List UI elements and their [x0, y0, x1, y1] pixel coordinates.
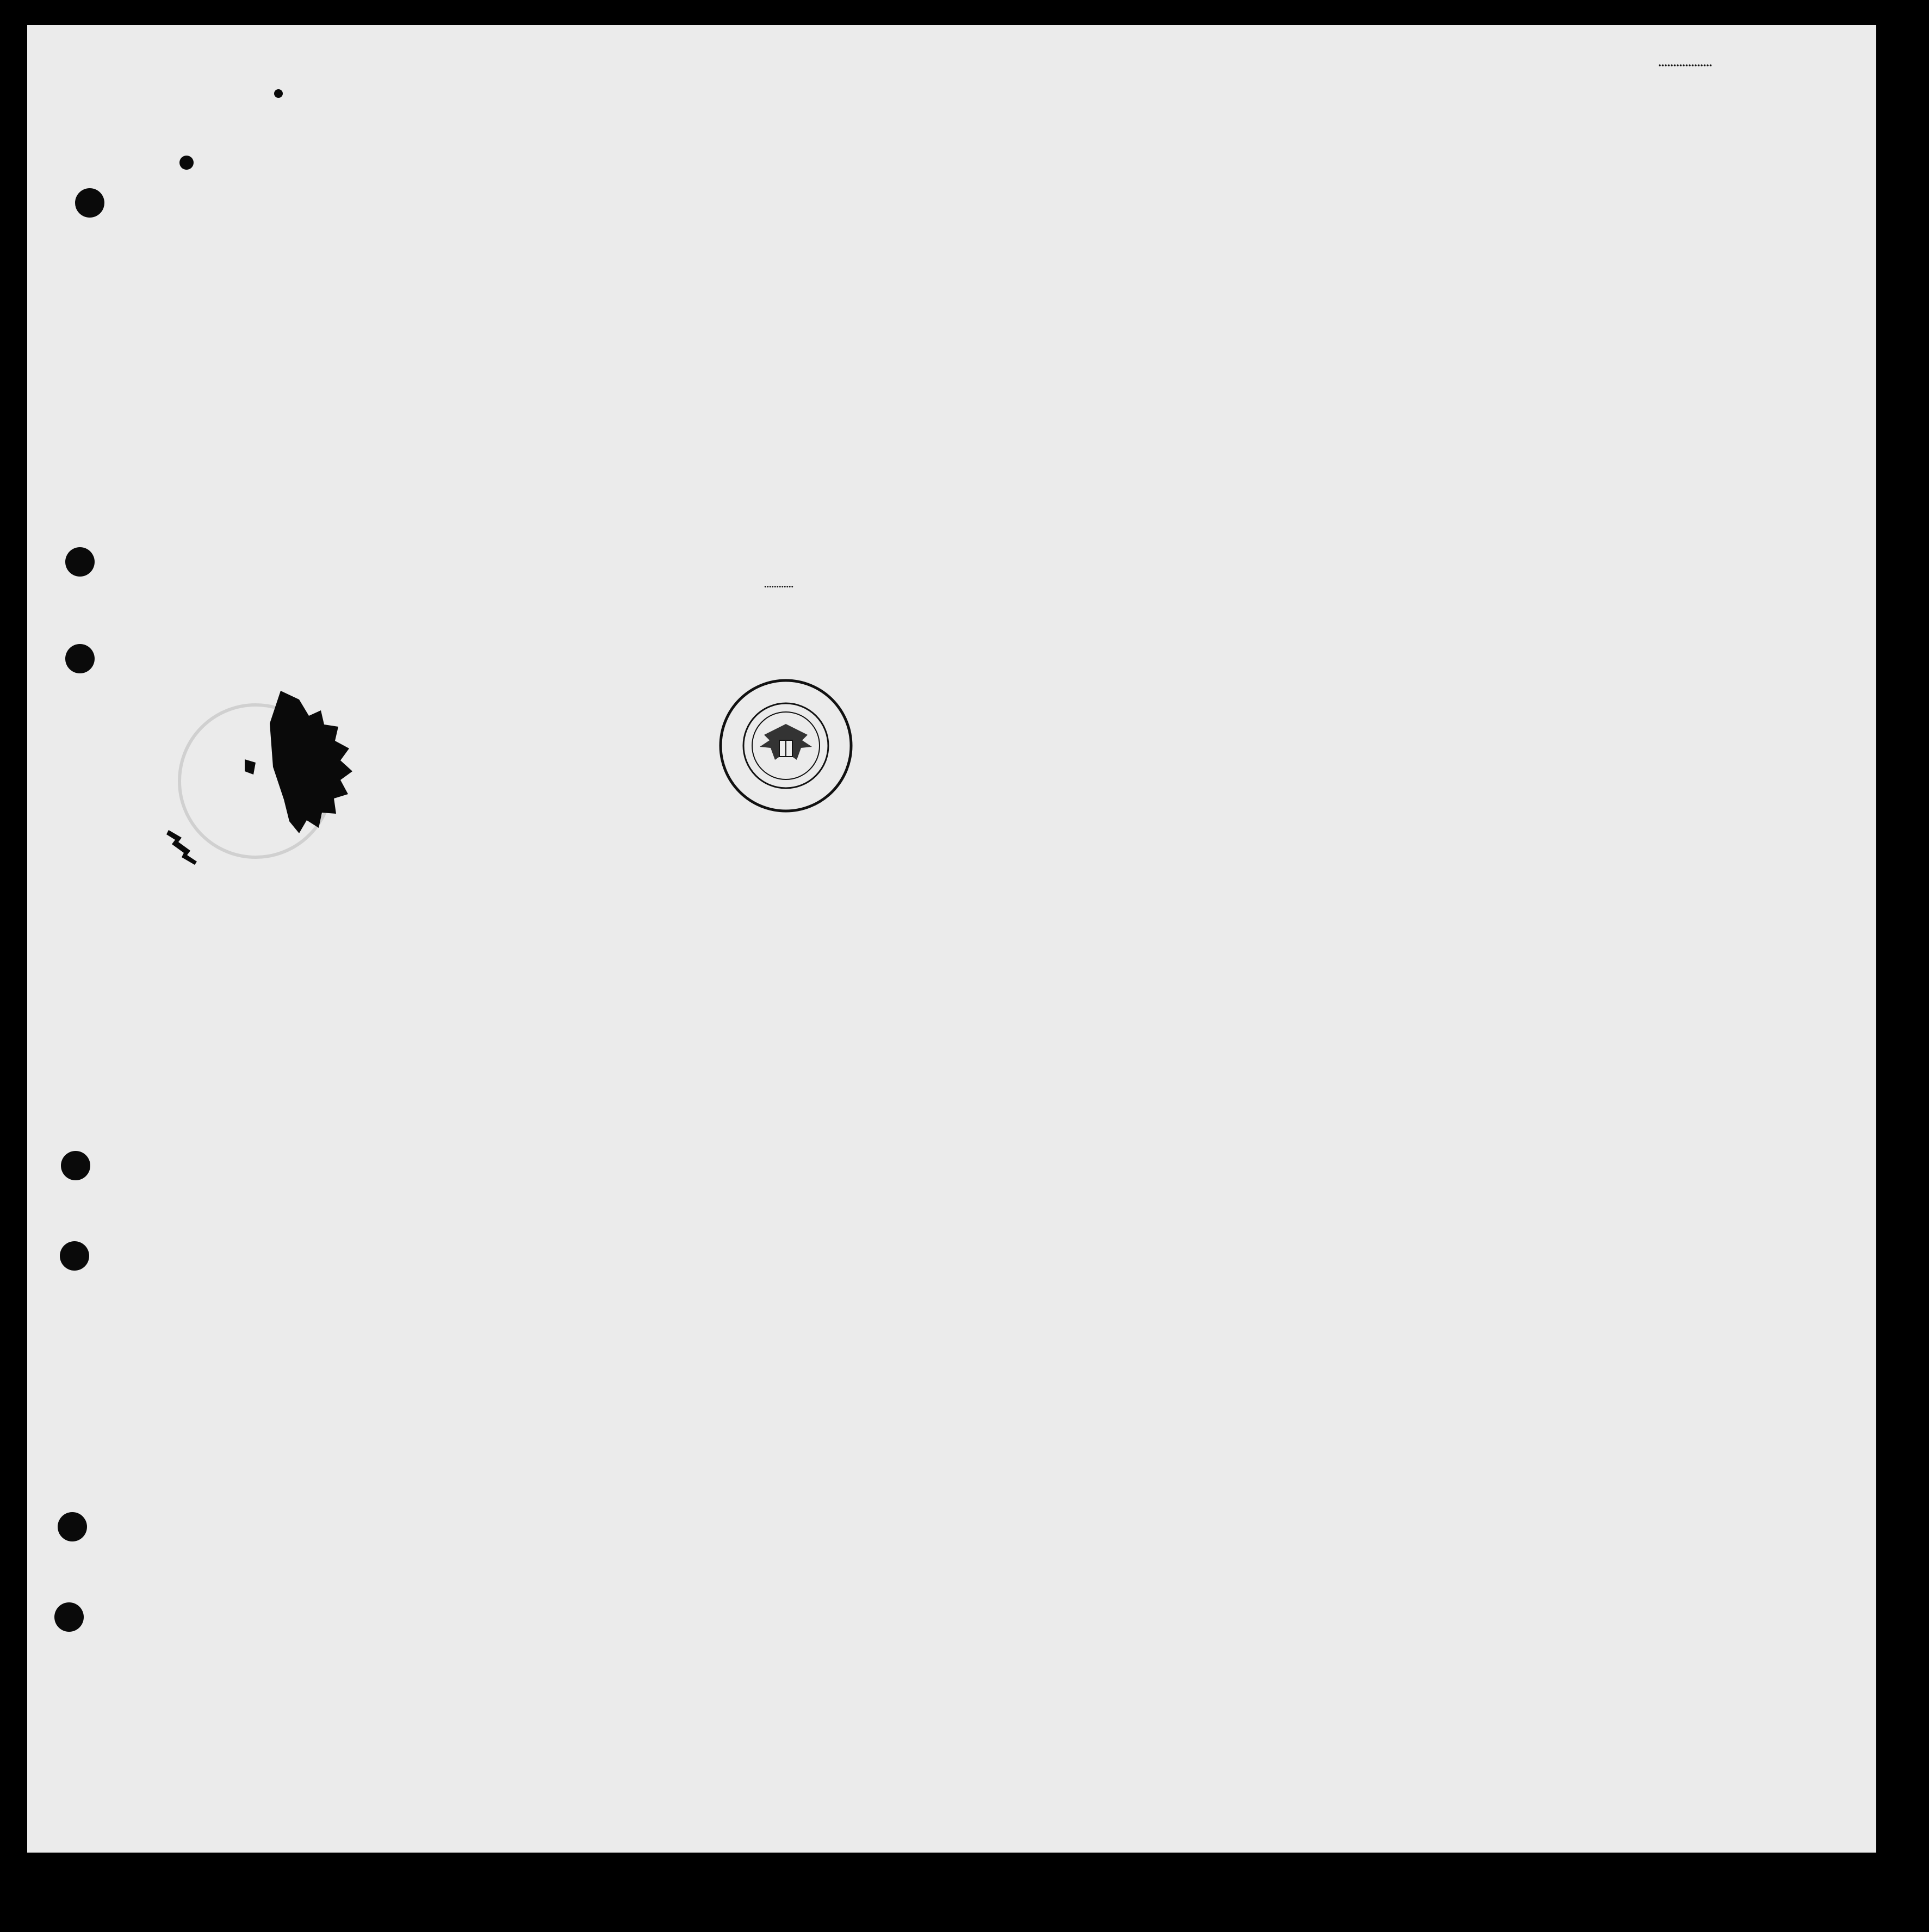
punch-hole	[75, 188, 104, 218]
consular-seal	[704, 664, 867, 827]
punch-hole	[65, 547, 95, 577]
sheet-number-label: ..................	[1659, 55, 1713, 69]
punch-hole	[65, 644, 95, 673]
manifest-sheet	[27, 25, 1876, 1853]
wax-seal	[136, 667, 386, 906]
punch-hole	[58, 1512, 87, 1541]
punch-hole	[54, 1602, 84, 1632]
punch-hole-small	[179, 156, 194, 170]
punch-hole-small	[274, 89, 283, 98]
punch-hole	[61, 1151, 90, 1180]
manifest-grid	[27, 25, 1876, 1853]
punch-hole	[60, 1241, 89, 1271]
eagle-emblem-icon	[760, 724, 812, 760]
visa-number: ............	[764, 579, 793, 590]
